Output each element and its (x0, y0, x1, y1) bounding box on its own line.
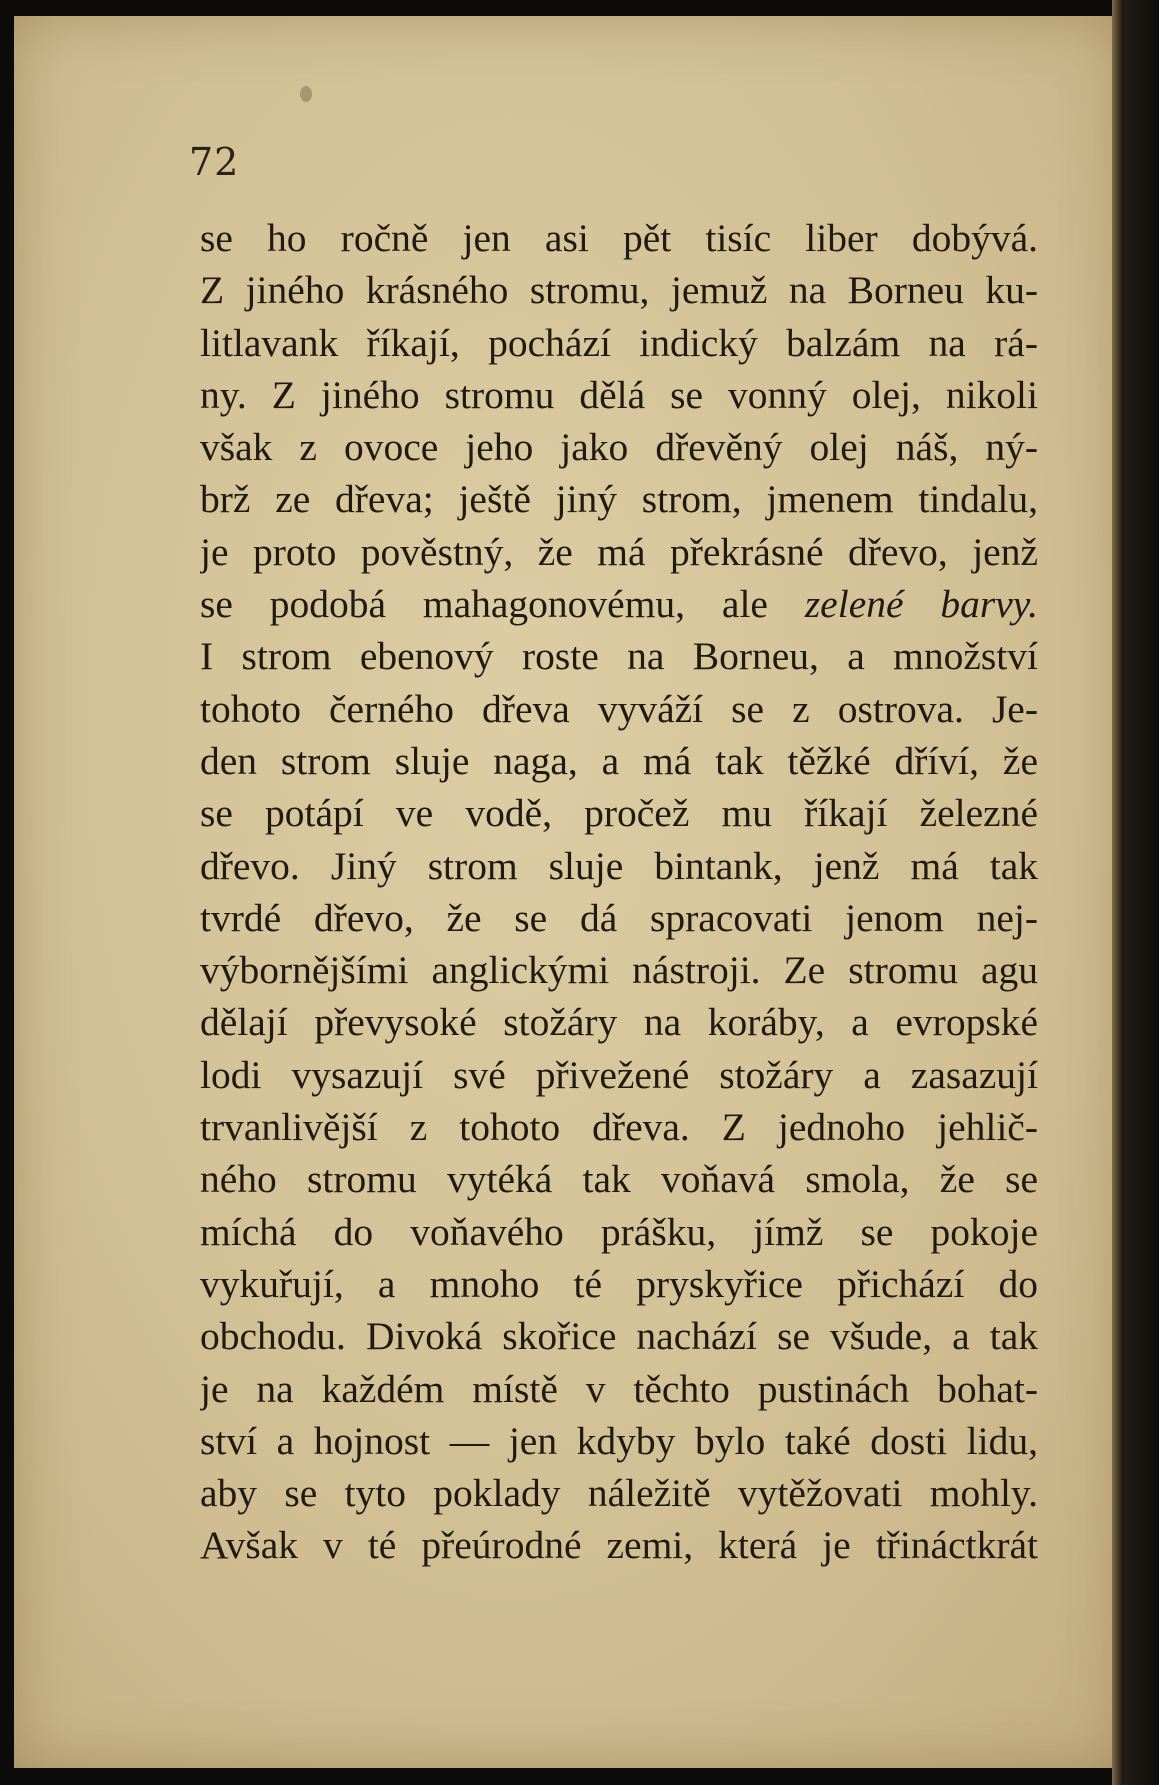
text-line-8 (200, 578, 1038, 630)
text-line-22: obchodu. Divoká skořice nachází se všude, a tak (200, 1314, 1038, 1359)
text-line-6: brž ze dřeva; ještě jiný strom, jmenem tindalu, (200, 477, 1038, 522)
page-gutter (1112, 0, 1124, 1785)
ink-smudge (300, 86, 312, 102)
italic-phrase: zelené barvy. (804, 582, 1038, 627)
text-line-17: lodi vysazují své přivežené stožáry a zasazují (200, 1052, 1038, 1097)
text-line-23: je na každém místě v těchto pustinách bohat- (200, 1366, 1038, 1411)
text-line-11: den strom sluje naga, a má tak těžké dříví, že (200, 738, 1038, 783)
text-line-2: Z jiného krásného stromu, jemuž na Borneu ku- (200, 268, 1038, 313)
text-line-4: ny. Z jiného stromu dělá se vonný olej, nikoli (200, 372, 1038, 417)
page-number: 72 (189, 140, 240, 184)
text-line-12: se potápí ve vodě, pročež mu říkají železné (200, 791, 1038, 836)
text-line-24: ství a hojnost — jen kdyby bylo také dosti lidu, (200, 1418, 1038, 1463)
text-line-3: litlavank říkají, pochází indický balzám na rá- (200, 320, 1038, 365)
text-line-15: výbornějšími anglickými nástroji. Ze stromu agu (200, 948, 1038, 993)
text-line-10: tohoto černého dřeva vyváží se z ostrova. Je- (200, 686, 1038, 731)
text-line-13: dřevo. Jiný strom sluje bintank, jenž má tak (200, 843, 1038, 888)
text-line-7: je proto pověstný, že má překrásné dřevo, jenž (200, 529, 1038, 574)
text-line-26: Avšak v té přeúrodné zemi, která je třináctkrát (200, 1523, 1038, 1568)
text-line-21: vykuřují, a mnoho té pryskyřice přichází do (200, 1261, 1038, 1306)
text-line-1: se ho ročně jen asi pět tisíc liber dobývá. (200, 216, 1038, 260)
body-text (200, 212, 1038, 1572)
scan-background-edge (1124, 0, 1159, 1785)
text-line-20: míchá do voňavého prášku, jímž se pokoje (200, 1209, 1038, 1254)
text-line-5: však z ovoce jeho jako dřevěný olej náš, ný- (200, 425, 1038, 470)
text-line-16: dělají převysoké stožáry na koráby, a evropské (200, 1000, 1038, 1045)
book-page (14, 16, 1124, 1768)
text-line-18: trvanlivější z tohoto dřeva. Z jednoho jehlič- (200, 1105, 1038, 1150)
text-line-9: I strom ebenový roste na Borneu, a množství (200, 634, 1038, 679)
text-line-8-roman: se podobá mahagonovému, ale (200, 582, 768, 627)
text-line-14: tvrdé dřevo, že se dá spracovati jenom nej- (200, 895, 1038, 940)
text-line-25: aby se tyto poklady náležitě vytěžovati mohly. (200, 1471, 1038, 1516)
text-line-19: ného stromu vytéká tak voňavá smola, že se (200, 1157, 1038, 1202)
